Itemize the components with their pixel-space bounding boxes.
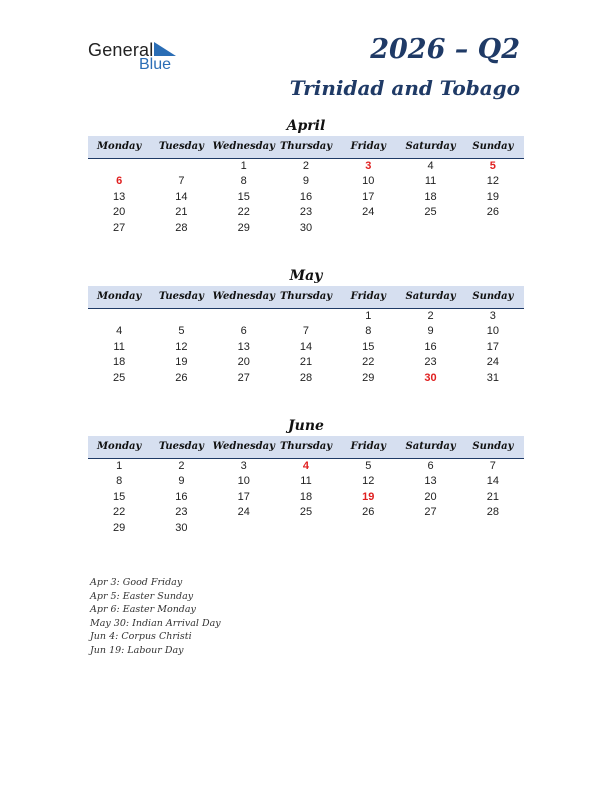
day-cell: 11 (113, 340, 125, 353)
day-cell: 21 (299, 356, 313, 369)
weekday-header-row (88, 436, 524, 459)
weekday-label: Friday (350, 441, 386, 452)
day-cell: 24 (486, 356, 499, 369)
day-cell: 9 (178, 475, 185, 488)
day-cell: 13 (113, 190, 126, 203)
week-row (88, 490, 524, 505)
day-cell: 13 (424, 475, 437, 488)
day-cell: 4 (116, 325, 123, 338)
holiday-note: Apr 5: Easter Sunday (90, 590, 194, 602)
day-cell: 30 (424, 371, 437, 384)
day-cell: 24 (362, 206, 375, 219)
day-cell: 14 (486, 475, 499, 488)
day-cell: 25 (424, 206, 437, 219)
day-cell: 14 (175, 190, 188, 203)
week-row (88, 221, 524, 236)
weekday-label: Sunday (472, 291, 514, 302)
day-cell: 4 (427, 160, 434, 172)
day-cell: 30 (175, 521, 188, 534)
empty-day-cell (462, 221, 524, 236)
day-cell: 5 (489, 160, 496, 172)
empty-day-cell (337, 521, 399, 536)
day-cell: 17 (486, 340, 499, 353)
day-cell: 16 (175, 490, 188, 503)
month-name: June (288, 418, 324, 434)
day-cell: 10 (486, 325, 499, 338)
weekday-label: Friday (350, 291, 386, 302)
day-cell: 28 (299, 371, 313, 384)
day-cell: 3 (365, 160, 372, 172)
weekday-label: Thursday (279, 291, 333, 302)
week-row (88, 340, 524, 355)
day-cell: 27 (113, 221, 126, 234)
day-cell: 17 (237, 490, 250, 503)
day-cell: 27 (424, 506, 437, 519)
day-cell: 19 (175, 356, 188, 369)
day-cell: 18 (299, 490, 313, 503)
day-cell: 2 (302, 160, 310, 172)
day-cell: 2 (427, 310, 434, 322)
day-cell: 15 (362, 340, 375, 353)
day-cell: 22 (113, 506, 126, 519)
day-cell: 17 (362, 190, 375, 203)
empty-day-cell (88, 309, 150, 324)
day-cell: 29 (237, 221, 250, 234)
day-cell: 2 (178, 460, 185, 472)
day-cell: 21 (175, 206, 188, 219)
day-cell: 11 (300, 475, 312, 488)
weekday-label: Saturday (405, 141, 456, 152)
weekday-label: Sunday (472, 141, 514, 152)
holiday-note: Jun 4: Corpus Christi (90, 631, 192, 643)
day-cell: 26 (486, 206, 499, 219)
day-cell: 24 (237, 506, 250, 519)
week-row (88, 190, 524, 205)
day-cell: 25 (113, 371, 126, 384)
day-cell: 7 (489, 460, 496, 472)
weekday-header-row (88, 286, 524, 309)
empty-day-cell (337, 221, 399, 236)
weekday-label: Thursday (279, 441, 333, 452)
day-cell: 23 (299, 206, 313, 219)
empty-day-cell (213, 521, 275, 536)
page-subtitle: Trinidad and Tobago (289, 76, 520, 100)
day-cell: 15 (237, 190, 250, 203)
day-cell: 11 (424, 175, 437, 188)
day-cell: 7 (302, 325, 310, 338)
day-cell: 12 (175, 340, 188, 353)
day-cell: 28 (175, 221, 188, 234)
day-cell: 9 (302, 175, 310, 188)
week-row (88, 371, 524, 386)
week-row (88, 459, 524, 474)
day-cell: 22 (362, 356, 375, 369)
day-cell: 20 (237, 356, 250, 369)
week-row (88, 324, 524, 339)
week-row (88, 505, 524, 520)
weekday-label: Saturday (405, 291, 456, 302)
day-cell: 19 (486, 190, 499, 203)
empty-day-cell (275, 309, 337, 324)
holiday-note: May 30: Indian Arrival Day (90, 617, 221, 629)
logo-text-blue: Blue (139, 56, 172, 73)
day-cell: 23 (175, 506, 188, 519)
day-cell: 1 (116, 460, 123, 472)
empty-day-cell (213, 309, 275, 324)
holiday-note: Jun 19: Labour Day (90, 644, 184, 656)
day-cell: 30 (299, 221, 313, 234)
logo-flag-icon (154, 42, 176, 56)
day-cell: 26 (362, 506, 375, 519)
weekday-label: Monday (96, 441, 142, 452)
day-cell: 4 (302, 460, 310, 472)
day-cell: 6 (427, 460, 434, 472)
day-cell: 10 (362, 175, 375, 188)
day-cell: 3 (489, 310, 496, 322)
weekday-label: Monday (96, 291, 142, 302)
day-cell: 5 (178, 325, 185, 338)
weekday-label: Tuesday (158, 141, 204, 152)
weekday-label: Friday (350, 141, 386, 152)
day-cell: 18 (424, 190, 437, 203)
logo-text-general: General (88, 40, 154, 60)
weekday-label: Wednesday (212, 141, 275, 152)
empty-day-cell (150, 309, 212, 324)
day-cell: 31 (486, 371, 499, 384)
day-cell: 1 (240, 160, 247, 172)
day-cell: 20 (113, 206, 126, 219)
page-title: 2026 – Q2 (370, 34, 520, 65)
empty-day-cell (399, 221, 461, 236)
day-cell: 7 (178, 175, 185, 188)
day-cell: 12 (486, 175, 499, 188)
empty-day-cell (275, 521, 337, 536)
day-cell: 8 (240, 175, 247, 188)
weekday-label: Monday (96, 141, 142, 152)
week-row (88, 174, 524, 189)
day-cell: 6 (240, 325, 247, 338)
month-may (88, 266, 524, 386)
day-cell: 9 (427, 325, 434, 338)
weekday-label: Tuesday (158, 441, 204, 452)
empty-day-cell (88, 159, 150, 174)
week-row (88, 521, 524, 536)
day-cell: 12 (362, 475, 375, 488)
month-name: May (289, 268, 323, 284)
day-cell: 27 (237, 371, 250, 384)
month-june (88, 416, 524, 536)
day-cell: 20 (424, 490, 437, 503)
empty-day-cell (150, 159, 212, 174)
weekday-label: Wednesday (212, 291, 275, 302)
day-cell: 28 (486, 506, 499, 519)
day-cell: 15 (113, 490, 126, 503)
day-cell: 6 (116, 175, 123, 188)
empty-day-cell (399, 521, 461, 536)
day-cell: 3 (240, 460, 247, 472)
weekday-label: Tuesday (158, 291, 204, 302)
month-april (88, 116, 524, 236)
day-cell: 25 (299, 506, 313, 519)
day-cell: 1 (365, 310, 372, 322)
day-cell: 16 (424, 340, 437, 353)
day-cell: 18 (113, 356, 126, 369)
day-cell: 21 (486, 490, 499, 503)
day-cell: 29 (362, 371, 375, 384)
month-name: April (286, 118, 326, 134)
day-cell: 26 (175, 371, 188, 384)
day-cell: 16 (299, 190, 313, 203)
holiday-note: Apr 3: Good Friday (90, 577, 183, 588)
week-row (88, 474, 524, 489)
week-row (88, 355, 524, 370)
weekday-label: Thursday (279, 141, 333, 152)
week-row (88, 205, 524, 220)
generalblue-logo (88, 40, 188, 76)
weekday-header-row (88, 136, 524, 159)
day-cell: 8 (116, 475, 123, 488)
day-cell: 23 (424, 356, 437, 369)
day-cell: 14 (299, 340, 313, 353)
day-cell: 29 (113, 521, 126, 534)
weekday-label: Saturday (405, 441, 456, 452)
week-row (88, 159, 524, 174)
empty-day-cell (462, 521, 524, 536)
weekday-label: Wednesday (212, 441, 275, 452)
week-row (88, 309, 524, 324)
holiday-note: Apr 6: Easter Monday (90, 604, 196, 616)
day-cell: 22 (237, 206, 250, 219)
weekday-label: Sunday (472, 441, 514, 452)
day-cell: 8 (365, 325, 372, 338)
day-cell: 5 (365, 460, 372, 472)
holiday-notes (90, 576, 221, 658)
day-cell: 10 (237, 475, 250, 488)
day-cell: 19 (362, 490, 375, 503)
day-cell: 13 (237, 340, 250, 353)
